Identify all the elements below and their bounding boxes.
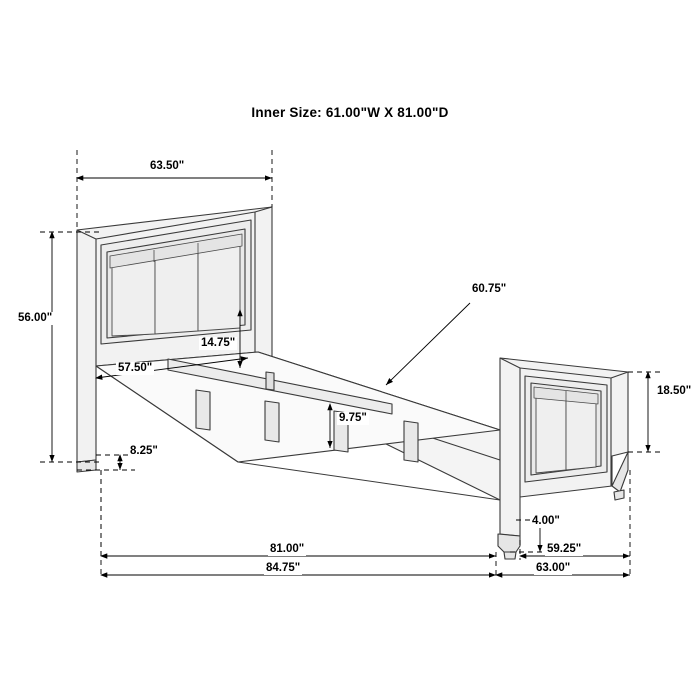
label-foot-post-height: 4.00" — [532, 515, 560, 527]
upholstery-segment — [536, 389, 566, 473]
label-headboard-width: 63.50" — [150, 160, 185, 172]
slat — [196, 390, 210, 430]
label-length-outer: 84.75" — [266, 562, 301, 574]
label-footboard-depth: 59.25" — [547, 543, 582, 555]
label-headboard-panel-width: 57.50" — [118, 362, 153, 374]
leader-diagonal-callout — [386, 303, 470, 385]
rear-foot-base — [614, 490, 624, 500]
slat — [265, 401, 279, 442]
label-footboard-panel-height: 18.50" — [657, 385, 692, 397]
label-length-inner: 81.00" — [270, 543, 305, 555]
label-panel-to-rail: 14.75" — [201, 337, 236, 349]
label-headboard-height: 56.00" — [18, 312, 53, 324]
rear-foot — [612, 452, 628, 492]
front-foot-base — [504, 552, 516, 559]
slat — [404, 421, 418, 462]
center-leg — [266, 372, 274, 390]
page-title: Inner Size: 61.00"W X 81.00"D — [251, 105, 449, 120]
label-diagonal-callout: 60.75" — [472, 283, 507, 295]
label-footboard-width: 63.00" — [536, 562, 571, 574]
front-turned-foot — [498, 534, 520, 552]
label-rail-to-floor: 8.25" — [130, 445, 158, 457]
bed-body — [77, 207, 628, 559]
label-slat-height: 9.75" — [339, 412, 367, 424]
